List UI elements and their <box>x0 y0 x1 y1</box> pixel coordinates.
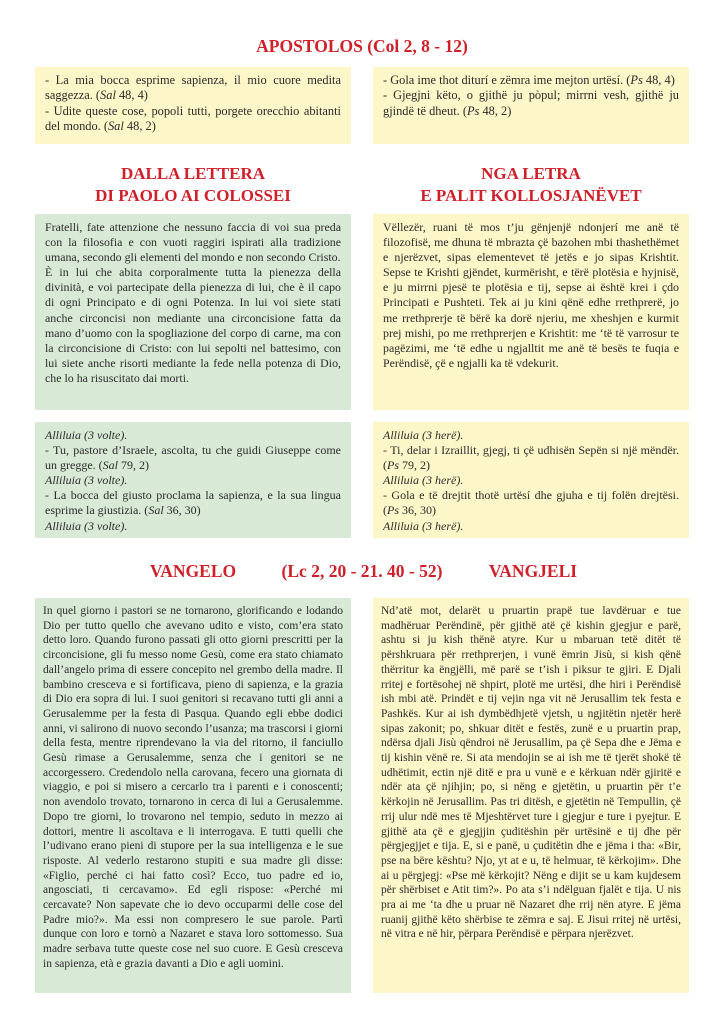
alleluia-refrain: Alliluia (3 herë). <box>383 428 464 442</box>
alleluia-verse: - Ti, delar i Izraillit, gjegj, ti çë udhisën Sepën si një mëndër. (Ps 79, 2) <box>383 443 679 473</box>
psalm-verse: - Udite queste cose, popoli tutti, porgete orecchio abitanti del mondo. (Sal 48, 2) <box>45 103 341 133</box>
letter-title-line: NGA LETRA <box>481 164 581 183</box>
psalm-verse: - Gjegjni këto, o gjithë ju pòpul; mirrni vesh, gjithë ju gjindë të dheut. (Ps 48, 2) <box>383 88 679 118</box>
letter-title-line: E PALIT KOLLOSJANËVET <box>420 186 642 205</box>
apostolos-title: APOSTOLOS (Col 2, 8 - 12) <box>256 36 468 56</box>
alleluia-refrain: Alliluia (3 herë). <box>383 473 464 488</box>
gospel-reference: (Lc 2, 20 - 21. 40 - 52) <box>281 561 443 581</box>
alleluia-refrain: Alliluia (3 herë). <box>383 518 464 533</box>
alleluia-box-italian <box>35 422 351 538</box>
alleluia-verse: - Gola e të drejtit thotë urtësí dhe gjuha e tij folën drejtësi. (Ps 36, 30) <box>383 488 679 518</box>
letter-paragraph: Fratelli, fate attenzione che nessuno faccia di voi sua preda con la filosofia e con vuoti raggiri ispirati alla tradizione umana, secondo gli elementi del mondo e non secondo Cristo. <box>45 220 341 265</box>
alleluia-verse: - La bocca del giusto proclama la sapienza, e la sua lingua esprime la giustizia. (Sal 36, 30) <box>45 488 341 518</box>
vangelo-title: VANGELO <box>149 561 237 581</box>
letter-paragraph: È in lui che abita corporalmente tutta la pienezza della divinità, e voi partecipate della pienezza di lui, che è il capo di ogni Principato e di ogni Potenza. In lui voi siete stati anche circoncisi non mediante una circoncisione fatta da mano d’uomo con la spogliazione del corpo di carne, ma con la circoncisione di Cristo: con lui sepolti nel battesimo, con lui siete anche risorti mediante la fede nella potenza di Dio, che lo ha risuscitato dai morti. <box>45 265 341 385</box>
alleluia-refrain: Alliluia (3 volte). <box>45 428 128 442</box>
alleluia-box-albanian <box>373 422 689 538</box>
gospel-box-italian <box>35 598 351 993</box>
alleluia-refrain: Alliluia (3 volte). <box>45 473 128 488</box>
letter-box-italian <box>35 214 351 410</box>
gospel-paragraph: In quel giorno i pastori se ne tornarono, glorificando e lodando Dio per tutto quello che avevano udito e visto, com’era stato detto loro. Quando furono passati gli otto giorni prescritti per la circoncisione, gli fu messo nome Gesù, come era stato chiamato dall’angelo prima di essere concepito nel grembo della madre. Il bambino cresceva e si fortificava, pieno di sapienza, e la grazia di Dio era sopra di lui. I suoi genitori si recavano tutti gli anni a Gerusalemme per la festa di Pasqua. Quando egli ebbe dodici anni, vi salirono di nuovo secondo l’usanza; ma trascorsi i giorni della festa, mentre riprendevano la via del ritorno, il fanciullo Gesù rimase a Gerusalemme, senza che i genitori se ne accorgessero. Credendolo nella carovana, fecero una giornata di viaggio, e poi si misero a cercarlo tra i parenti e i conoscenti; non avendolo trovato, tornarono in cerca di lui a Gerusalemme. Dopo tre giorni, lo trovarono nel tempio, seduto in mezzo ai dottori, mentre li ascoltava e li interrogava. E tutti quelli che l’udivano erano pieni di stupore per la sua intelligenza e le sue risposte. Al vederlo restarono stupiti e sua madre gli disse: «Figlio, perché ci hai fatto così? Ecco, tuo padre ed io, angosciati, ti cercavamo». Ed egli rispose: «Perché mi cercavate? Non sapevate che io devo occuparmi delle cose del Padre mio?». Ma essi non compresero le sue parole. Partì dunque con loro e tornò a Nazaret e stava loro sottomesso. Sua madre serbava tutte queste cose nel suo cuore. E Gesù cresceva in sapienza, età e grazia davanti a Dio e agli uomini. <box>43 605 343 970</box>
gospel-paragraph: Nd’atë mot, delarët u pruartin prapë tue lavdëruar e tue madhëruar Perëndinë, për gjithë atë çë kishin gjegjur e parë, ashtu si ju kish thënë atyre. Kur u mbaruan tetë ditët të përshkruara për rrethprerjen, i vunë ëmrin Jisù, si kish qënë thërritur ka ëngjëlli, më parë se t’ish i piksur te gjiri. E Djali rritej e fortësohej në shpirt, plotë me urtësi, dhe hiri i Perëndisë ish mbi atë. Prindët e tij vejin nga vit në Jerusallim tek festa e Pashkës. Kur ai ish dymbëdhjetë vjetsh, u ngjitëtin njetër herë sipas zakonit; po, shkuar ditët e festës, zunë e u pruartin prap, ndërsa djali Jisù qëndroi në Jerusallim, pa çë Sepa dhe e Jëma e tij kishin vënë re. Si ata mendojin se ai ish me të tjerët shokë të udhëtimit, ectin një ditë e pra u vunë e e kërkuan ndër gjiritë e ndër ata çë njihjin; po, si nëng e gjetëtin, u pruartin për t’e kërkojin në Jerusallim. Pas tri ditësh, e gjetëtin në Tempullin, çë rrij ulur ndë mes të Mjeshtërvet ture i gjegjur e ture i pyejtur. E gjithë ata çë e gjegjjin çuditëshin për urtësinë e tij dhe për përgjegjjet e tija. E, si e panë, u çuditëtin dhe e jëma i tha: «Bir, pse na bëre kështu? Njo, yt at e u, të helmuar, të kërkojim». Dhe ai u përgjegj: «Pse më kërkojit? Nëng e dijit se u kam kujdesem për shërbiset e Atit tim?». Po ata s’i ndëlguan fjalët e tija. U nis pra ai me ‘ta dhe u pruar në Nazaret dhe rrij nën atyre. E jëma ruanij gjithë këto shërbise te zëmra e saj. E Jisui rritej në urtësi, në vitra e në hir, përpara Perëndisë e përpara njerëzvet. <box>381 605 681 941</box>
letter-title-italian <box>35 163 351 207</box>
letter-title-line: DI PAOLO AI COLOSSEI <box>95 186 291 205</box>
alleluia-refrain: Alliluia (3 volte). <box>45 518 128 533</box>
alleluia-verse: - Tu, pastore d’Israele, ascolta, tu che guidi Giuseppe come un gregge. (Sal 79, 2) <box>45 443 341 473</box>
psalm-verse: - Gola ime thot diturí e zëmra ime mejton urtësí. (Ps 48, 4) <box>383 73 675 87</box>
letter-title-albanian <box>373 163 689 207</box>
gospel-box-albanian <box>373 598 689 993</box>
letter-paragraph: Vëllezër, ruani të mos t’ju gënjenjë ndonjerí me anë të filozofisë, me dhuna të mbrazta çë bazohen mbi thashethëmet e njerëzvet, sipas elementevet të jetës e jo sipas Krishtit. Sepse te Krishti gjëndet, kurmërisht, e tërë plotësia e hyjnisë, e ju mirrni pjesë te plotësia e tij, sepse ai është krei i çdo Principati e Pushteti. Tek ai ju kini qënë edhe rrethprerë, jo me rrethprerje të bërë ka dorë njeriu, me xheshjen e kurmit prej mishi, po me rrethprerjen e Krishtit: me ‘të të varrosur te pagëzimi, me ‘të edhe u ngjalltit me anë të besës te fuqia e Perëndisë, çë e ngjalli ka të vdekurit. <box>383 220 679 370</box>
psalm-box-italian <box>35 67 351 144</box>
letter-title-line: DALLA LETTERA <box>120 164 266 183</box>
vangjeli-title: VANGJELI <box>488 561 578 581</box>
psalm-verse: - La mia bocca esprime sapienza, il mio cuore medita saggezza. (Sal 48, 4) <box>45 73 341 103</box>
letter-box-albanian <box>373 214 689 410</box>
psalm-box-albanian <box>373 67 689 144</box>
